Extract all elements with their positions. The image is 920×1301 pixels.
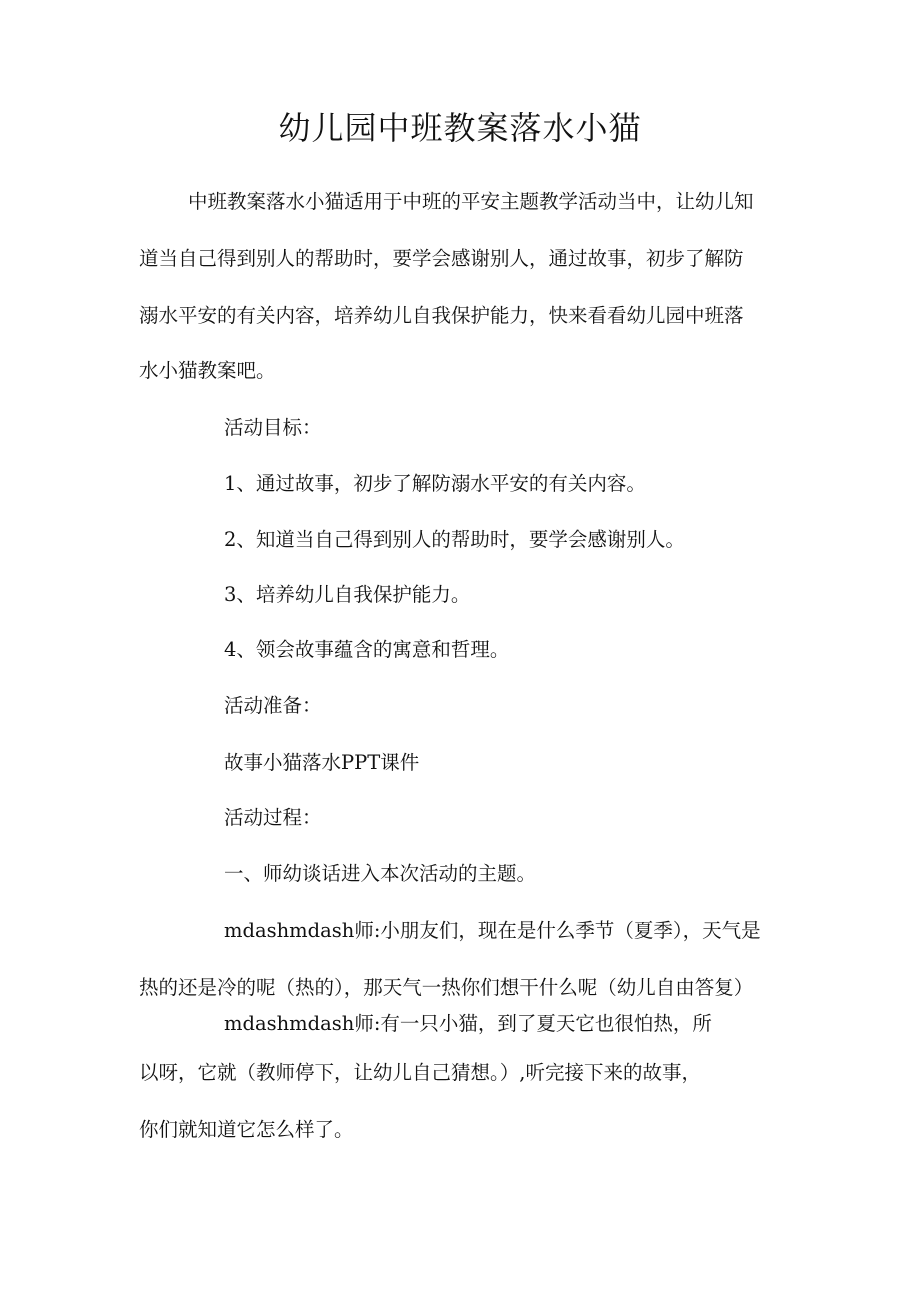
prep-heading: 活动准备：	[224, 694, 322, 717]
prep-item: 故事小猫落水PPT课件	[224, 751, 420, 774]
goal-item-2: 2、知道当自己得到别人的帮助时，要学会感谢别人。	[224, 528, 685, 551]
dialogue-1-line-1: mdashmdash师:小朋友们，现在是什么季节（夏季），天气是	[224, 919, 761, 942]
process-heading: 活动过程：	[224, 806, 322, 829]
page-title: 幼儿园中班教案落水小猫	[278, 109, 642, 147]
intro-line-3: 溺水平安的有关内容，培养幼儿自我保护能力，快来看看幼儿园中班落	[139, 304, 744, 327]
goal-item-3: 3、培养幼儿自我保护能力。	[224, 583, 471, 606]
intro-line-4: 水小猫教案吧。	[139, 359, 276, 382]
goals-heading: 活动目标：	[224, 416, 322, 439]
dialogue-1-line-2: 热的还是冷的呢（热的），那天气一热你们想干什么呢（幼儿自由答复）	[139, 976, 754, 999]
dialogue-2-line-3: 你们就知道它怎么样了。	[139, 1118, 354, 1141]
goal-item-1: 1、通过故事，初步了解防溺水平安的有关内容。	[224, 472, 646, 495]
goal-item-4: 4、领会故事蕴含的寓意和哲理。	[224, 638, 510, 661]
dialogue-2-line-2: 以呀，它就（教师停下，让幼儿自己猜想。）,听完接下来的故事，	[139, 1061, 701, 1084]
dialogue-2-line-1: mdashmdash师:有一只小猫，到了夏天它也很怕热，所	[224, 1012, 712, 1035]
process-step-1: 一、师幼谈话进入本次活动的主题。	[224, 862, 537, 885]
intro-line-1: 中班教案落水小猫适用于中班的平安主题教学活动当中，让幼儿知	[188, 190, 754, 213]
intro-line-2: 道当自己得到别人的帮助时，要学会感谢别人，通过故事，初步了解防	[139, 247, 744, 270]
